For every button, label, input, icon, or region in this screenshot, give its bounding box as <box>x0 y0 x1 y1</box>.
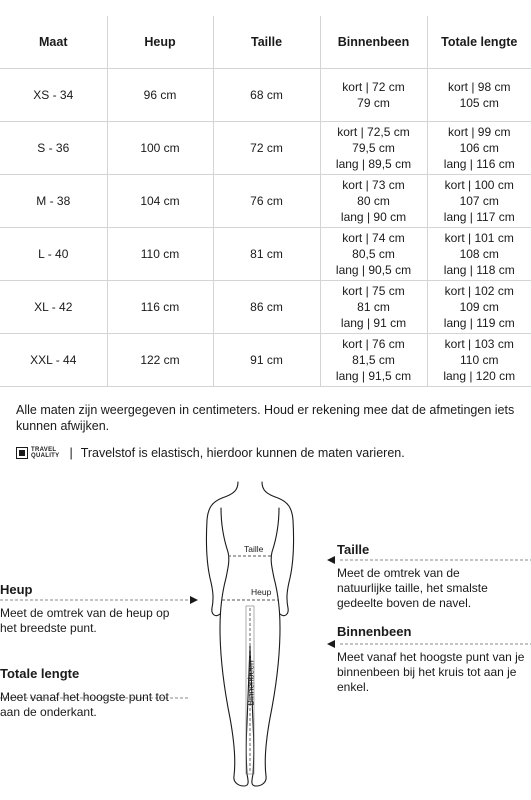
cell-totale-lengte <box>427 69 531 122</box>
cell-heup: 122 cm <box>107 334 213 387</box>
cell-heup: 110 cm <box>107 228 213 281</box>
cell-taille: 72 cm <box>213 122 320 175</box>
heup-text: Meet de omtrek van de heup op het breedste punt. <box>0 606 170 635</box>
binnenbeen-line: 81,5 cm <box>352 353 395 367</box>
travel-quality-logo-text <box>31 447 59 459</box>
cell-maat: S - 36 <box>0 122 107 175</box>
totale-lengte-line: kort | 98 cm <box>448 80 511 94</box>
header-taille: Taille <box>213 16 320 69</box>
cell-binnenbeen <box>320 228 427 281</box>
body-label-heup: Heup <box>251 587 272 597</box>
body-label-taille: Taille <box>244 544 264 554</box>
cell-heup: 96 cm <box>107 69 213 122</box>
cell-heup: 100 cm <box>107 122 213 175</box>
cell-totale-lengte <box>427 334 531 387</box>
separator: | <box>69 446 73 460</box>
header-maat: Maat <box>0 16 107 69</box>
binnenbeen-line: 80 cm <box>357 194 390 208</box>
cell-taille: 68 cm <box>213 69 320 122</box>
cell-maat: XL - 42 <box>0 281 107 334</box>
binnenbeen-line: kort | 72,5 cm <box>337 125 410 139</box>
cell-heup: 104 cm <box>107 175 213 228</box>
totale-lengte-line: lang | 117 cm <box>443 210 515 224</box>
binnenbeen-line: lang | 91 cm <box>340 316 407 330</box>
totale-lengte-line: kort | 101 cm <box>444 231 514 245</box>
measurement-figure <box>0 468 531 800</box>
travel-quality-icon <box>16 447 28 459</box>
binnenbeen-line: 79 cm <box>357 96 390 110</box>
logo-line-quality: QUALITY <box>31 453 60 459</box>
table-row <box>0 175 531 228</box>
totale-lengte-line: lang | 119 cm <box>443 316 515 330</box>
totale-lengte-line: lang | 120 cm <box>443 369 516 383</box>
cell-maat: L - 40 <box>0 228 107 281</box>
binnenbeen-line: kort | 75 cm <box>342 284 405 298</box>
table-row <box>0 334 531 387</box>
totale-lengte-line: 107 cm <box>459 194 499 208</box>
totale-lengte-title: Totale lengte <box>0 666 80 681</box>
table-row <box>0 281 531 334</box>
logo-line-travel: TRAVEL <box>31 447 57 453</box>
totale-lengte-line: 108 cm <box>459 247 499 261</box>
totale-lengte-text: Meet vanaf het hoogste punt tot aan de onderkant. <box>0 690 169 719</box>
body-label-binnenbeen: Binnenbeen <box>245 660 256 706</box>
totale-lengte-line: 110 cm <box>460 353 499 367</box>
header-binnenbeen: Binnenbeen <box>320 16 427 69</box>
travel-quality-text: Travelstof is elastisch, hierdoor kunnen de maten varieren. <box>80 446 405 460</box>
table-header-row <box>0 16 531 69</box>
heup-title: Heup <box>0 582 33 597</box>
binnenbeen-line: 81 cm <box>357 300 390 314</box>
cell-maat: M - 38 <box>0 175 107 228</box>
cell-taille: 86 cm <box>213 281 320 334</box>
cell-binnenbeen <box>320 175 427 228</box>
table-row <box>0 122 531 175</box>
cell-taille: 76 cm <box>213 175 320 228</box>
cell-totale-lengte <box>427 228 531 281</box>
totale-lengte-line: lang | 118 cm <box>443 263 515 277</box>
binnenbeen-line: kort | 74 cm <box>342 231 405 245</box>
table-row <box>0 69 531 122</box>
binnenbeen-line: 79,5 cm <box>352 141 395 155</box>
cell-heup: 116 cm <box>107 281 213 334</box>
totale-lengte-line: kort | 102 cm <box>444 284 514 298</box>
header-totale-lengte: Totale lengte <box>427 16 531 69</box>
totale-lengte-line: lang | 116 cm <box>443 157 515 171</box>
binnenbeen-line: kort | 76 cm <box>342 337 405 351</box>
travel-quality-logo <box>16 447 59 459</box>
cell-taille: 91 cm <box>213 334 320 387</box>
cell-maat: XS - 34 <box>0 69 107 122</box>
measurement-note: Alle maten zijn weergegeven in centimeters. Houd er rekening mee dat de afmetingen iets kunnen afwijken. <box>16 403 515 433</box>
binnenbeen-title: Binnenbeen <box>337 624 412 639</box>
cell-binnenbeen <box>320 122 427 175</box>
totale-lengte-line: 106 cm <box>459 141 499 155</box>
travel-quality-row <box>16 446 405 460</box>
binnenbeen-line: 80,5 cm <box>352 247 395 261</box>
binnenbeen-line: lang | 89,5 cm <box>335 157 412 171</box>
totale-lengte-line: 109 cm <box>459 300 499 314</box>
binnenbeen-line: kort | 73 cm <box>342 178 405 192</box>
header-heup: Heup <box>107 16 213 69</box>
binnenbeen-line: lang | 90,5 cm <box>335 263 412 277</box>
table-row <box>0 228 531 281</box>
totale-lengte-line: kort | 99 cm <box>448 125 511 139</box>
binnenbeen-line: lang | 91,5 cm <box>335 369 412 383</box>
taille-title: Taille <box>337 542 370 557</box>
cell-totale-lengte <box>427 175 531 228</box>
totale-lengte-line: 105 cm <box>459 96 499 110</box>
cell-maat: XXL - 44 <box>0 334 107 387</box>
binnenbeen-line: kort | 72 cm <box>342 80 405 94</box>
cell-binnenbeen <box>320 69 427 122</box>
cell-binnenbeen <box>320 281 427 334</box>
cell-taille: 81 cm <box>213 228 320 281</box>
size-table <box>0 16 531 387</box>
totale-lengte-line: kort | 103 cm <box>444 337 514 351</box>
cell-totale-lengte <box>427 281 531 334</box>
cell-totale-lengte <box>427 122 531 175</box>
taille-text: Meet de omtrek van de natuurlijke taille, het smalste gedeelte boven de navel. <box>337 566 488 610</box>
cell-binnenbeen <box>320 334 427 387</box>
binnenbeen-line: lang | 90 cm <box>340 210 407 224</box>
totale-lengte-line: kort | 100 cm <box>444 178 514 192</box>
binnenbeen-text: Meet vanaf het hoogste punt van je binnenbeen bij het kruis tot aan je enkel. <box>337 650 525 694</box>
